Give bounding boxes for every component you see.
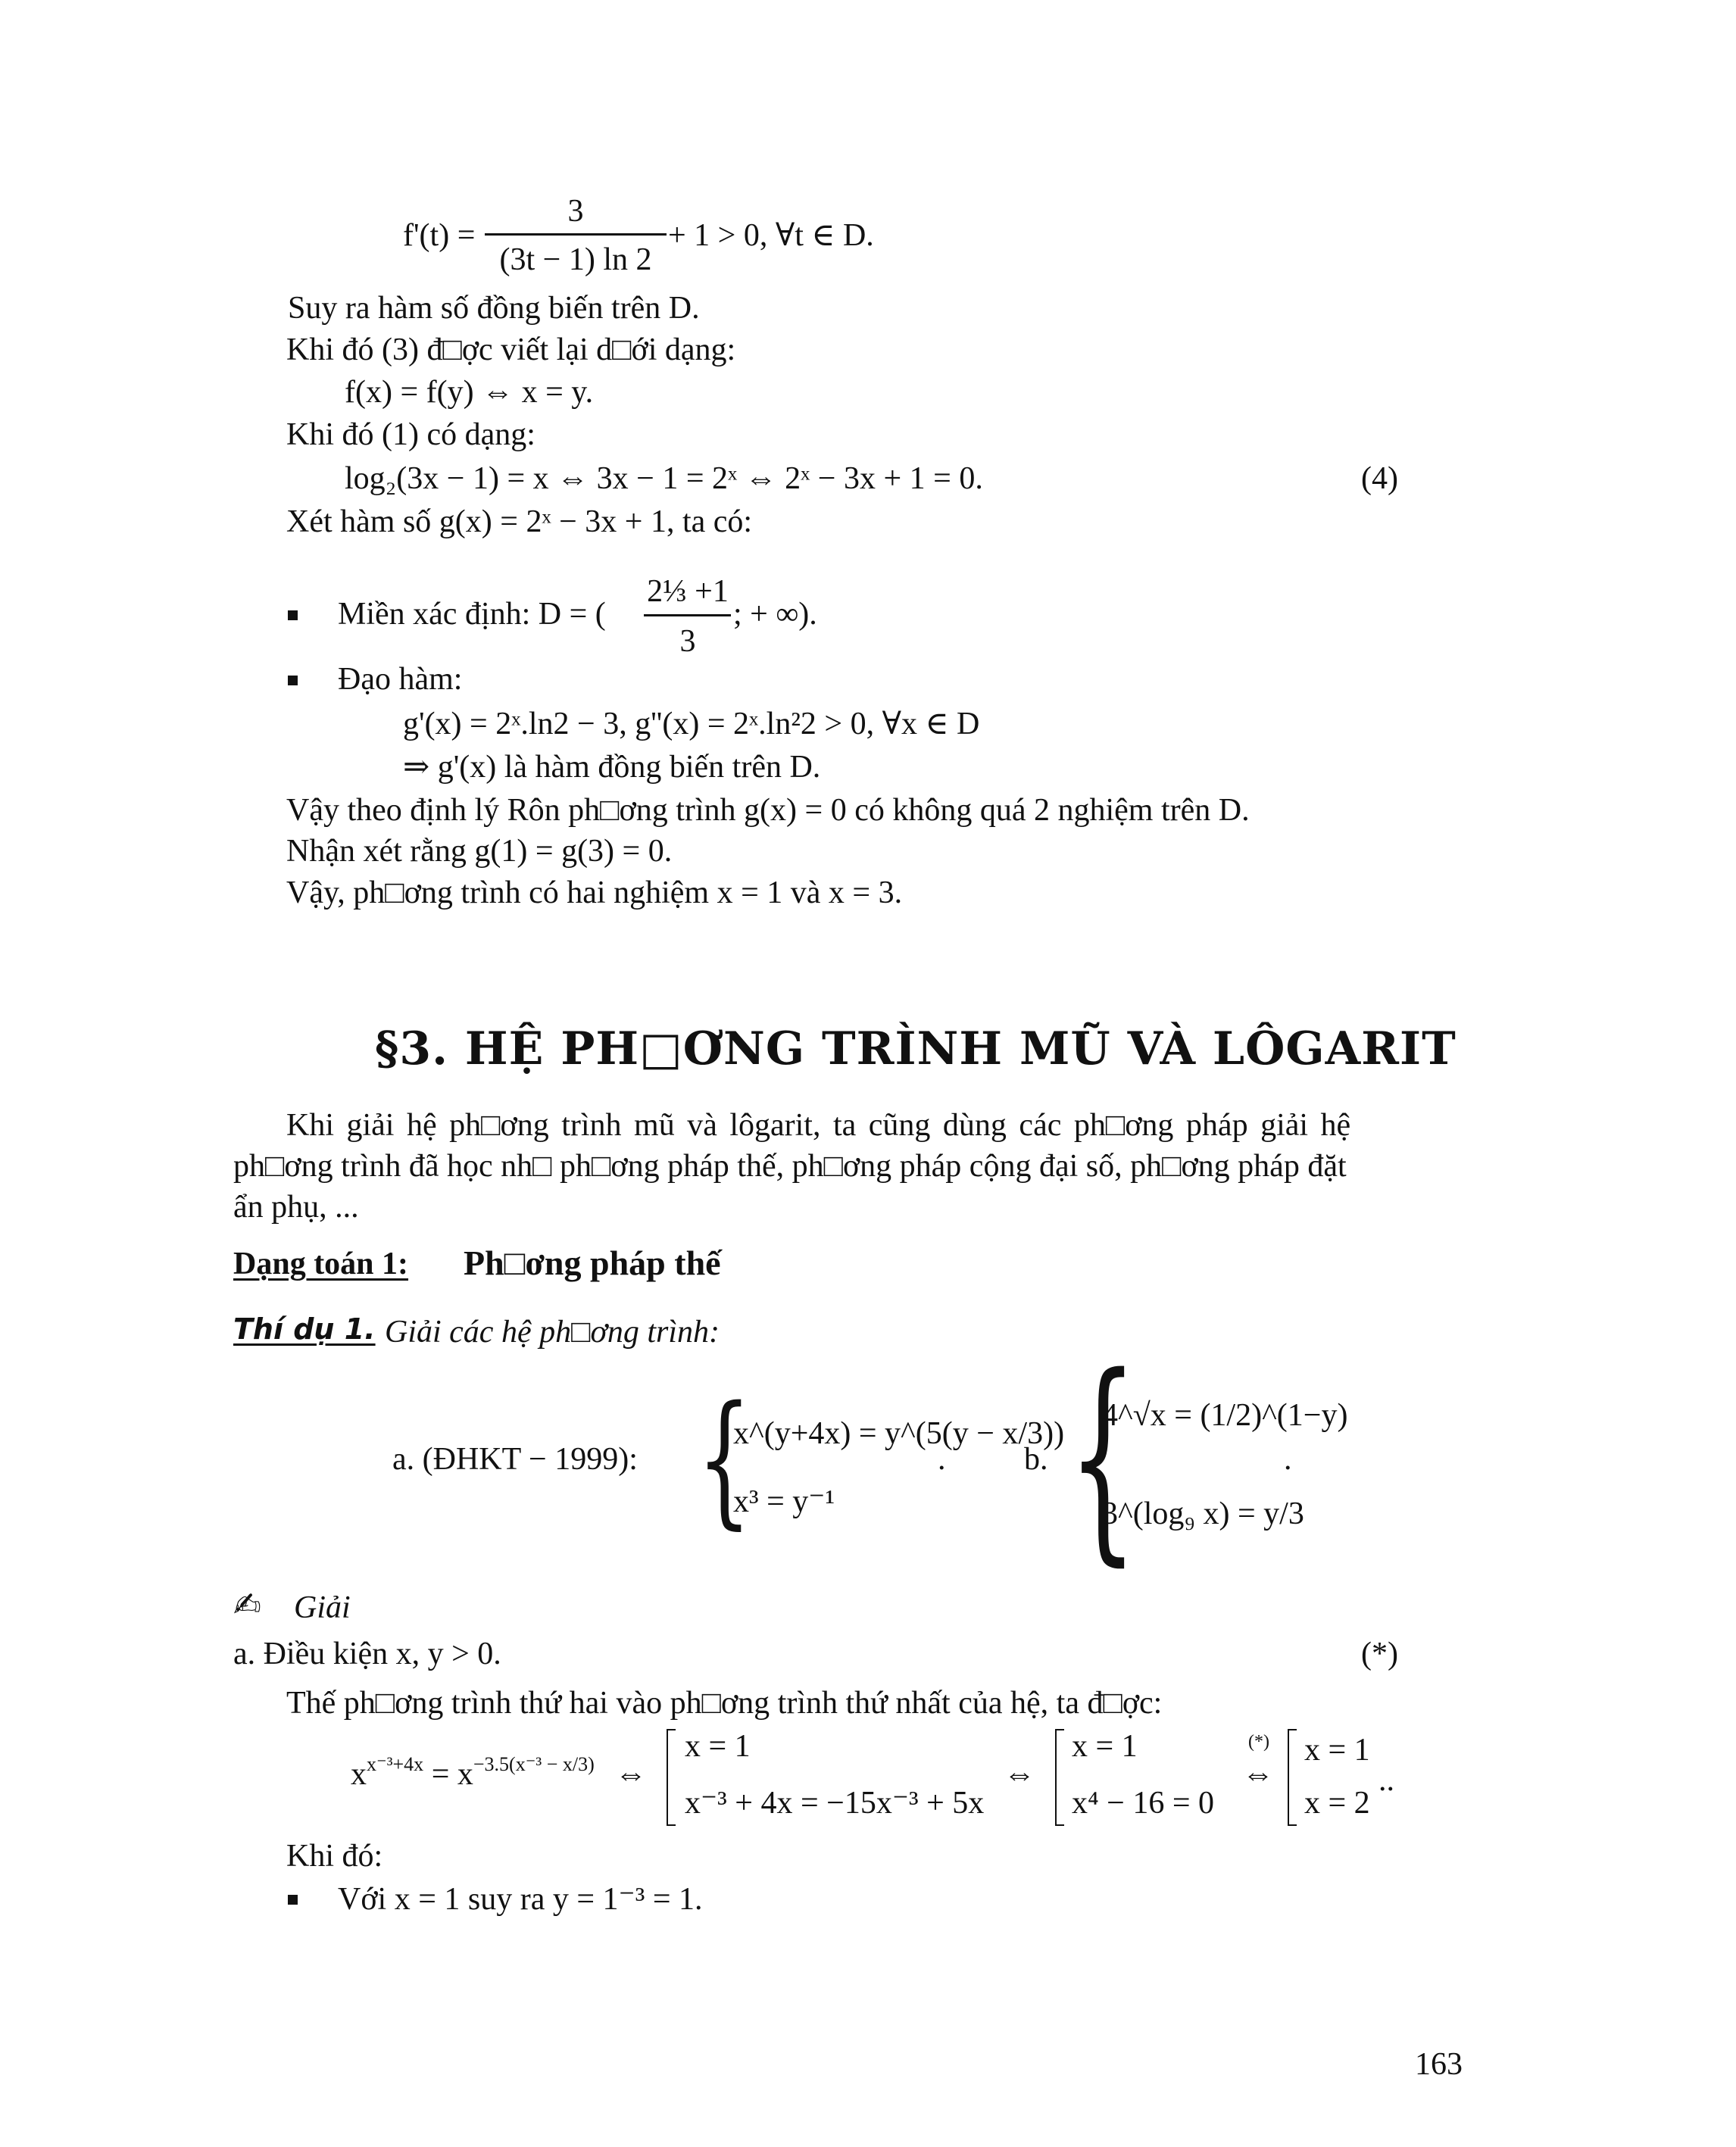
intro-line: ẩn phụ, ... (233, 1190, 359, 1225)
text-line: Suy ra hàm số đồng biến trên D. (288, 291, 700, 326)
domain-label: Miền xác định: D = ( (338, 597, 606, 632)
fprime-denominator: (3t − 1) ln 2 (499, 242, 652, 277)
text-line: Vậy theo định lý Rôn ph□ơng trình g(x) = 0 có không quá 2 nghiệm trên D. (286, 793, 1250, 828)
sys3-row2: x = 2 (1304, 1786, 1370, 1821)
equivalence-icon: ⇔ (1242, 1757, 1274, 1792)
period: . (1284, 1442, 1292, 1477)
period: .. (1378, 1763, 1394, 1798)
text-line: Xét hàm số g(x) = 2ˣ − 3x + 1, ta có: (286, 504, 753, 539)
deriv-label: Đạo hàm: (338, 662, 463, 697)
dang-label: Dạng toán 1: (233, 1247, 409, 1281)
part-a-eq1: x^(y+4x) = y^(5(y − x/3)) (733, 1416, 1065, 1451)
bullet-icon (288, 1895, 298, 1905)
bullet-icon (288, 610, 298, 620)
part-b-label: b. (1024, 1442, 1048, 1477)
part-a-label: a. (ĐHKT − 1999): (392, 1442, 638, 1477)
khi-do: Khi đó: (286, 1839, 383, 1874)
sol-sub: Thế ph□ơng trình thứ hai vào ph□ơng trình thứ nhất của hệ, ta đ□ợc: (286, 1686, 1163, 1721)
page-number: 163 (1415, 2047, 1463, 2082)
sys2-row2: x⁴ − 16 = 0 (1072, 1786, 1215, 1821)
text-line: Khi đó (3) đ□ợc viết lại d□ới dạng: (286, 332, 736, 367)
brace-icon: { (1068, 1330, 1138, 1585)
sys3-row1: x = 1 (1304, 1733, 1370, 1768)
fprime-rhs: + 1 > 0, ∀t ∈ D. (668, 218, 874, 253)
intro-line: ph□ơng trình đã học nh□ ph□ơng pháp thế, ph□ơng pháp cộng đại số, ph□ơng pháp đặt (233, 1149, 1347, 1184)
fprime-fraction-bar (485, 233, 667, 236)
bullet-icon (288, 676, 298, 685)
sol-a: a. Điều kiện x, y > 0. (233, 1637, 501, 1671)
equivalence-icon: ⇔ (615, 1757, 647, 1792)
section-title: §3. HỆ PH□ƠNG TRÌNH MŨ VÀ LÔGARIT (375, 1022, 1457, 1075)
sol-a-tag: (*) (1361, 1637, 1398, 1671)
dang-title: Ph□ơng pháp thế (464, 1244, 721, 1282)
text-line: Nhận xét rằng g(1) = g(3) = 0. (286, 834, 673, 869)
domain-fraction-bar (644, 614, 731, 616)
equation-line: log₂(3x − 1) = x ⇔ 3x − 1 = 2ˣ ⇔ 2ˣ − 3x + 1 = 0. (345, 461, 983, 496)
equation-tag: (4) (1361, 461, 1398, 496)
subst-lhs: $x^{x^{-3}+4x} = x^{-3.5(x^{-3} - x/3)}$ (351, 1753, 595, 1792)
domain-denominator: 3 (679, 624, 696, 659)
part-b-eq2: 3^(log₉ x) = y/3 (1102, 1496, 1304, 1531)
fprime-lhs: f'(t) = (403, 218, 476, 253)
equation-line: f(x) = f(y) ⇔ x = y. (345, 375, 594, 410)
brace-icon: { (697, 1375, 752, 1543)
fprime-numerator: 3 (567, 194, 584, 229)
period: . (938, 1442, 946, 1477)
bracket (1055, 1729, 1064, 1826)
star-label: (*) (1248, 1732, 1269, 1752)
domain-rhs: ; + ∞). (733, 597, 817, 632)
bullet-last: Với x = 1 suy ra y = 1⁻³ = 1. (338, 1882, 703, 1917)
part-a-eq2: x³ = y⁻¹ (733, 1484, 835, 1519)
equivalence-icon: ⇔ (1004, 1757, 1035, 1792)
deriv-line: g'(x) = 2ˣ.ln2 − 3, g''(x) = 2ˣ.ln²2 > 0, ∀x ∈ D (403, 707, 980, 741)
solution-label: Giải (294, 1590, 351, 1625)
part-b-eq1: 4^√x = (1/2)^(1−y) (1102, 1398, 1348, 1433)
domain-numerator: 2⅓ +1 (647, 574, 729, 609)
example-label: Thí dụ 1. (233, 1312, 376, 1346)
sys2-row1: x = 1 (1072, 1729, 1138, 1764)
text-line: Vậy, ph□ơng trình có hai nghiệm x = 1 và x = 3. (286, 875, 903, 910)
sys1-row2: x⁻³ + 4x = −15x⁻³ + 5x (685, 1786, 985, 1821)
bracket (667, 1729, 676, 1826)
bracket (1288, 1729, 1297, 1826)
sys1-row1: x = 1 (685, 1729, 751, 1764)
example-text: Giải các hệ ph□ơng trình: (385, 1315, 720, 1350)
deriv-conclusion: ⇒ g'(x) là hàm đồng biến trên D. (403, 750, 821, 785)
intro-line: Khi giải hệ ph□ơng trình mũ và lôgarit, ta cũng dùng các ph□ơng pháp giải hệ (286, 1108, 1351, 1143)
text-line: Khi đó (1) có dạng: (286, 417, 535, 452)
pencil-icon: ✍ (233, 1586, 261, 1624)
